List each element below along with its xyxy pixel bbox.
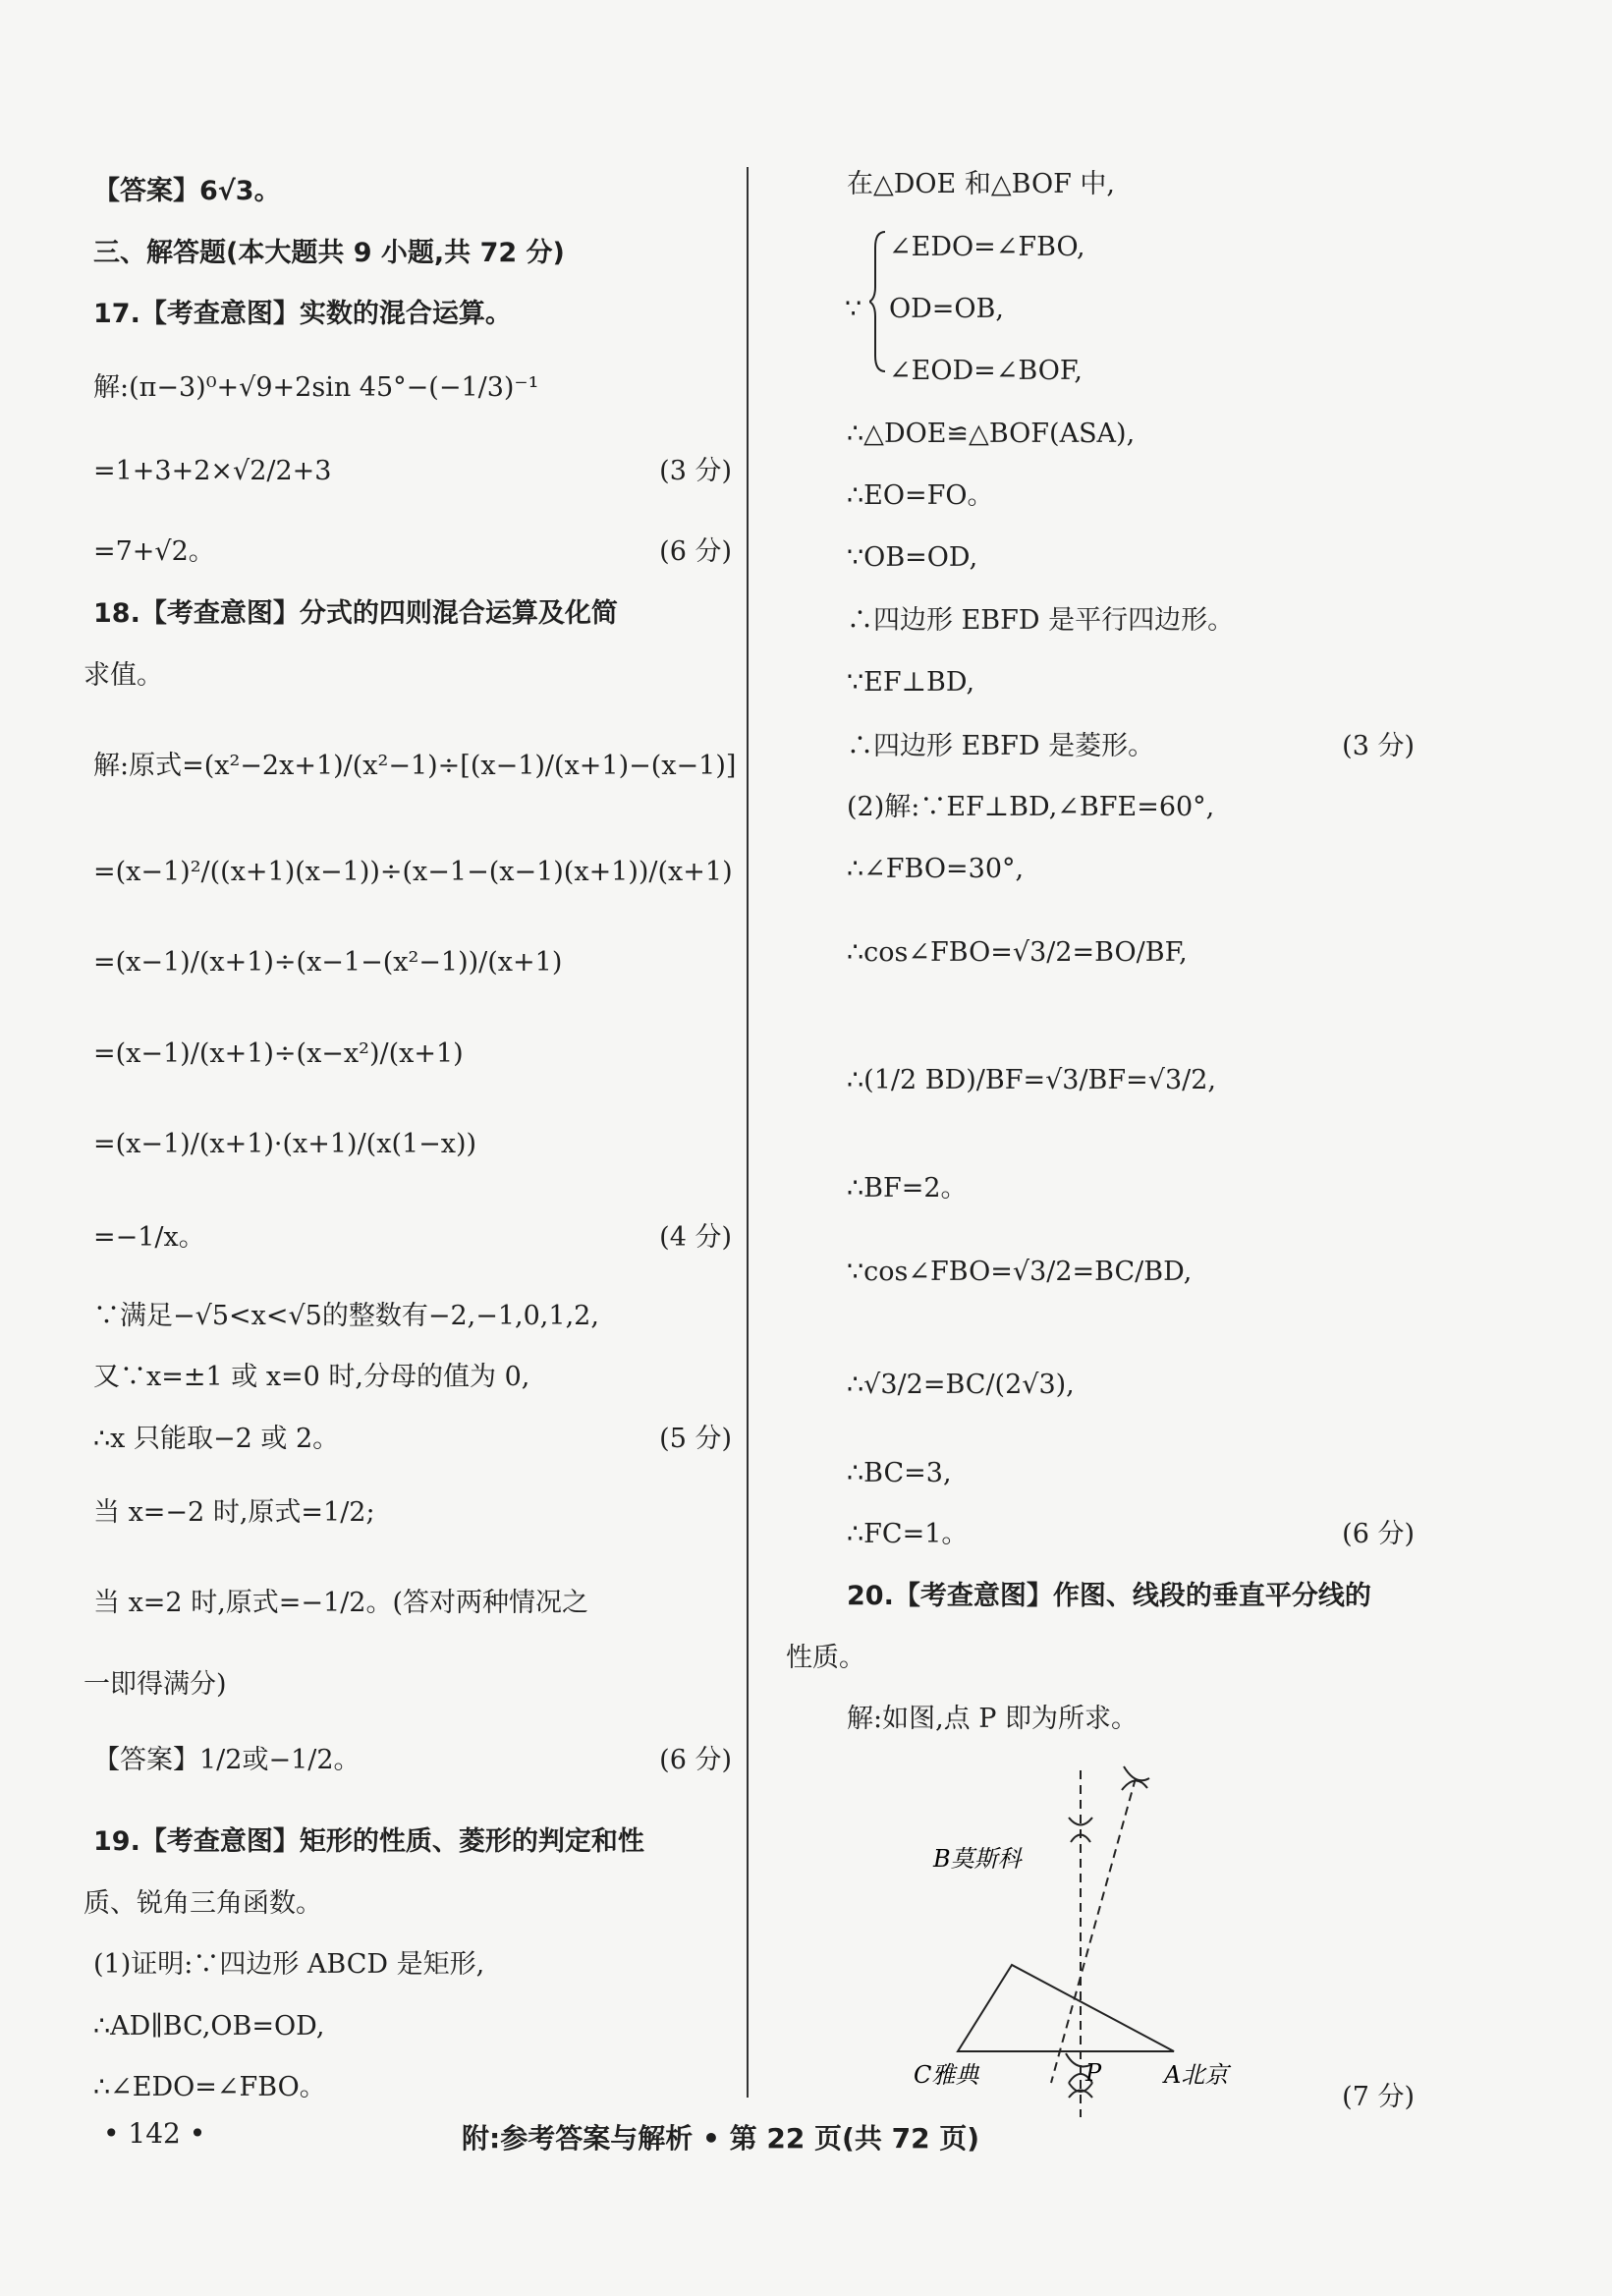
q19-line1: (1)证明:∵四边形 ABCD 是矩形, bbox=[93, 1949, 485, 1980]
r-score2: (6 分) bbox=[1342, 1519, 1415, 1549]
r-cond2: OD=OB, bbox=[889, 294, 1004, 324]
q20-line1: 解:如图,点 P 即为所求。 bbox=[847, 1704, 1139, 1734]
q18-line12: 一即得满分) bbox=[83, 1669, 227, 1700]
footer-title: 附:参考答案与解析 • 第 22 页(共 72 页) bbox=[462, 2122, 980, 2155]
column-divider bbox=[747, 167, 749, 2098]
q18-line8: 又∵x=±1 或 x=0 时,分母的值为 0, bbox=[93, 1362, 530, 1392]
q18-line4: =(x−1)/(x+1)÷(x−x²)/(x+1) bbox=[93, 1038, 464, 1069]
r-line11: ∴cos∠FBO=√3/2=BO/BF, bbox=[847, 937, 1188, 968]
r-line16: ∴BC=3, bbox=[847, 1458, 952, 1488]
r-line14: ∵cos∠FBO=√3/2=BC/BD, bbox=[847, 1257, 1193, 1287]
q19-heading-cont: 质、锐角三角函数。 bbox=[83, 1888, 322, 1919]
q20-heading-cont: 性质。 bbox=[786, 1643, 865, 1673]
q20-score: (7 分) bbox=[1342, 2082, 1415, 2112]
q17-line1: 解:(π−3)⁰+√9+2sin 45°−(−1/3)⁻¹ bbox=[93, 372, 539, 403]
q17-score1: (3 分) bbox=[659, 456, 732, 486]
q18-heading: 18.【考查意图】分式的四则混合运算及化简 bbox=[93, 598, 618, 629]
q18-score2: (5 分) bbox=[659, 1424, 732, 1454]
page-number: • 142 • bbox=[103, 2117, 206, 2150]
label-c: C雅典 bbox=[914, 2061, 979, 2089]
r-line6: ∴四边形 EBFD 是平行四边形。 bbox=[847, 605, 1235, 636]
r-because: ∵ bbox=[845, 294, 862, 324]
label-a: A北京 bbox=[1164, 2061, 1229, 2089]
r-line12: ∴(1/2 BD)/BF=√3/BF=√3/2, bbox=[847, 1065, 1216, 1095]
q18-line5: =(x−1)/(x+1)·(x+1)/(x(1−x)) bbox=[93, 1129, 477, 1159]
q18-heading-cont: 求值。 bbox=[83, 660, 163, 691]
r-score1: (3 分) bbox=[1342, 731, 1415, 761]
q17-line3: =7+√2。 bbox=[93, 536, 215, 567]
q18-score3: (6 分) bbox=[659, 1745, 732, 1775]
q17-line2: =1+3+2×√2/2+3 bbox=[93, 456, 332, 486]
r-line9: (2)解:∵EF⊥BD,∠BFE=60°, bbox=[847, 792, 1215, 822]
label-p: P bbox=[1085, 2059, 1102, 2087]
q18-line10: 当 x=−2 时,原式=1/2; bbox=[93, 1497, 375, 1528]
label-b: B莫斯科 bbox=[933, 1845, 1022, 1873]
r-line15: ∴√3/2=BC/(2√3), bbox=[847, 1370, 1075, 1400]
r-cond1: ∠EDO=∠FBO, bbox=[889, 232, 1085, 262]
r-line5: ∵OB=OD, bbox=[847, 542, 978, 573]
q18-line1: 解:原式=(x²−2x+1)/(x²−1)÷[(x−1)/(x+1)−(x−1)] bbox=[93, 751, 737, 781]
q19-heading: 19.【考查意图】矩形的性质、菱形的判定和性 bbox=[93, 1826, 644, 1857]
q18-line3: =(x−1)/(x+1)÷(x−1−(x²−1))/(x+1) bbox=[93, 947, 563, 978]
r-line10: ∴∠FBO=30°, bbox=[847, 854, 1025, 884]
q18-score1: (4 分) bbox=[659, 1222, 732, 1253]
q18-line6: =−1/x。 bbox=[93, 1222, 205, 1253]
q18-line7: ∵满足−√5<x<√5的整数有−2,−1,0,1,2, bbox=[93, 1301, 599, 1331]
construction-figure bbox=[914, 1759, 1238, 2122]
r-line3: ∴△DOE≌△BOF(ASA), bbox=[847, 419, 1136, 449]
slanted-line bbox=[1051, 1778, 1136, 2083]
q19-line3: ∴∠EDO=∠FBO。 bbox=[93, 2072, 326, 2102]
r-line1: 在△DOE 和△BOF 中, bbox=[847, 169, 1115, 199]
r-line4: ∴EO=FO。 bbox=[847, 480, 994, 511]
r-cond3: ∠EOD=∠BOF, bbox=[889, 356, 1083, 386]
q17-heading: 17.【考查意图】实数的混合运算。 bbox=[93, 299, 512, 329]
brace-icon bbox=[869, 228, 889, 375]
q18-answer: 【答案】1/2或−1/2。 bbox=[93, 1745, 361, 1775]
answer-16: 【答案】6√3。 bbox=[93, 176, 281, 206]
arc-mark-slant bbox=[1124, 1766, 1149, 1780]
r-line8: ∴四边形 EBFD 是菱形。 bbox=[847, 731, 1155, 761]
q19-line2: ∴AD∥BC,OB=OD, bbox=[93, 2011, 325, 2042]
q18-line2: =(x−1)²/((x+1)(x−1))÷(x−1−(x−1)(x+1))/(x+1) bbox=[93, 857, 733, 887]
q20-heading: 20.【考查意图】作图、线段的垂直平分线的 bbox=[847, 1581, 1371, 1611]
q17-score2: (6 分) bbox=[659, 536, 732, 567]
r-line13: ∴BF=2。 bbox=[847, 1173, 968, 1204]
triangle bbox=[958, 1965, 1174, 2051]
section-heading: 三、解答题(本大题共 9 小题,共 72 分) bbox=[93, 238, 565, 268]
r-line17: ∴FC=1。 bbox=[847, 1519, 969, 1549]
q18-line9: ∴x 只能取−2 或 2。 bbox=[93, 1424, 340, 1454]
q18-line11: 当 x=2 时,原式=−1/2。(答对两种情况之 bbox=[93, 1588, 589, 1618]
r-line7: ∵EF⊥BD, bbox=[847, 667, 975, 698]
